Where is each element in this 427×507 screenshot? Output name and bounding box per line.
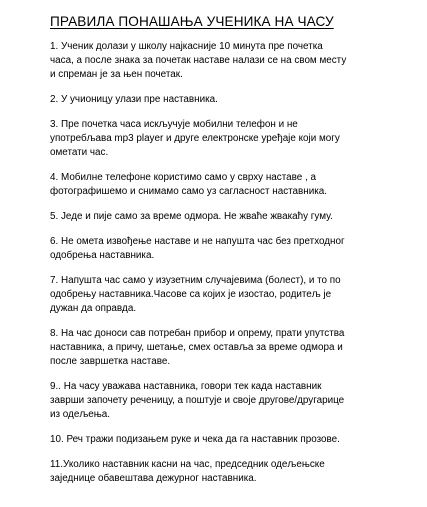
rule-item-5: 5. Једе и пије само за време одмора. Не жваће жвакаћу гуму. (50, 211, 333, 222)
rule-item-6: 6. Не омета извођење наставе и не напушта час без претходног одобрења наставника. (50, 236, 345, 261)
rule-item-1: 1. Ученик долази у школу најкасније 10 минута пре почетка часа, а после знака за почетак наставе налази се на свом месту и спреман је за њен почетак. (50, 41, 347, 80)
rule-item-2: 2. У учионицу улази пре наставника. (50, 94, 218, 105)
rule-item-3: 3. Пре почетка часа искључује мобилни телефон и не употребљава mp3 player и друге електронске уређаје који могу ометати час. (50, 119, 340, 158)
rule-item-9: 9.. На часу уважава наставника, говори тек када наставник заврши започету реченицу, а поштује и своје другове/другарице из одељења. (50, 381, 345, 420)
rule-item-8: 8. На час доноси сав потребан прибор и опрему, прати упутства наставника, а причу, шетање, смех оставља за време одмора и после завршетка наставе. (50, 328, 345, 367)
document-page (50, 13, 420, 497)
document-title: ПРАВИЛА ПОНАШАЊА УЧЕНИКА НА ЧАСУ (50, 14, 334, 29)
rule-item-7: 7. Напушта час само у изузетним случајевима (болест), и то по одобрењу наставника.Часове са којих је изостао, родитељ је дужан да оправда. (50, 275, 341, 314)
rule-item-4: 4. Мобилне телефоне користимо само у сврху наставе , а фотографишемо и снимамо само уз сагласност наставника. (50, 172, 328, 197)
rule-item-10: 10. Реч тражи подизањем руке и чека да га наставник прозове. (50, 434, 340, 445)
rule-item-11: 11.Уколико наставник касни на час, председник одељењске заједнице обавештава дежурног наставника. (50, 459, 325, 484)
